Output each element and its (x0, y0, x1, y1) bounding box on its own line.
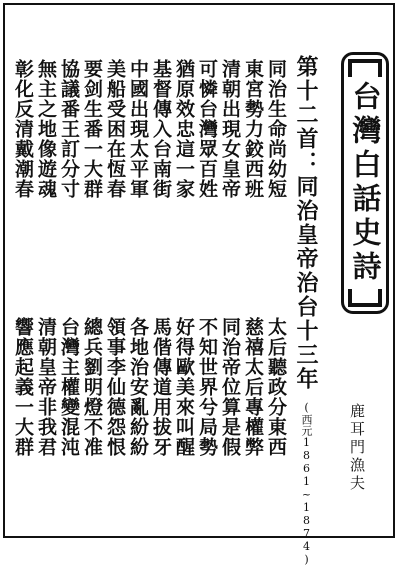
poem-line: 慈禧太后專權弊 (242, 317, 264, 457)
poem-line: 中國出現太平軍 (127, 59, 149, 199)
poem-line: 同治生命尚幼短 (265, 59, 287, 199)
poem-line: 協議番王訂分寸 (58, 59, 80, 199)
page-frame (3, 3, 395, 566)
poem-line: 美船受困在恆春 (104, 59, 126, 199)
poem-line: 基督傳入台南街 (150, 59, 172, 199)
poem-line: 總兵劉明燈不准 (81, 317, 103, 457)
poem-line: 要剑生番一大群 (81, 59, 103, 199)
title-box-corner-ornament (364, 59, 382, 77)
poem-heading: 第十二首：同治皇帝治台十三年 (293, 55, 319, 391)
poem-line: 不知世界兮局勢 (196, 317, 218, 457)
poem-line: 台灣主權變混沌 (58, 317, 80, 457)
author-name: 鹿耳門漁夫 (348, 403, 366, 493)
poem-line: 猶原效忠這一家 (173, 59, 195, 199)
poem-line: 各地治安亂紛紛 (127, 317, 149, 457)
poem-line: 清朝出現女皇帝 (219, 59, 241, 199)
poem-line: 響應起義一大群 (12, 317, 34, 457)
poem-line: 同治帝位算是假 (219, 317, 241, 457)
poem-line: 清朝皇帝非我君 (35, 317, 57, 457)
book-title: 台灣白話史詩 (348, 81, 383, 285)
poem-line: 馬偕傳道用拔牙 (150, 317, 172, 457)
poem-line: 可憐台灣眾百姓 (196, 59, 218, 199)
poem-years: (西元1861~1874) (300, 401, 313, 566)
poem-line: 彰化反清戴潮春 (12, 59, 34, 199)
poem-line: 東宮勢力鉸西班 (242, 59, 264, 199)
poem-line: 太后聽政分東西 (265, 317, 287, 457)
poem-line: 好得歐美來叫醒 (173, 317, 195, 457)
book-title-box (341, 52, 389, 314)
poem-line: 領事李仙德怨恨 (104, 317, 126, 457)
title-box-corner-ornament (364, 289, 382, 307)
poem-line: 無主之地像遊魂 (35, 59, 57, 199)
